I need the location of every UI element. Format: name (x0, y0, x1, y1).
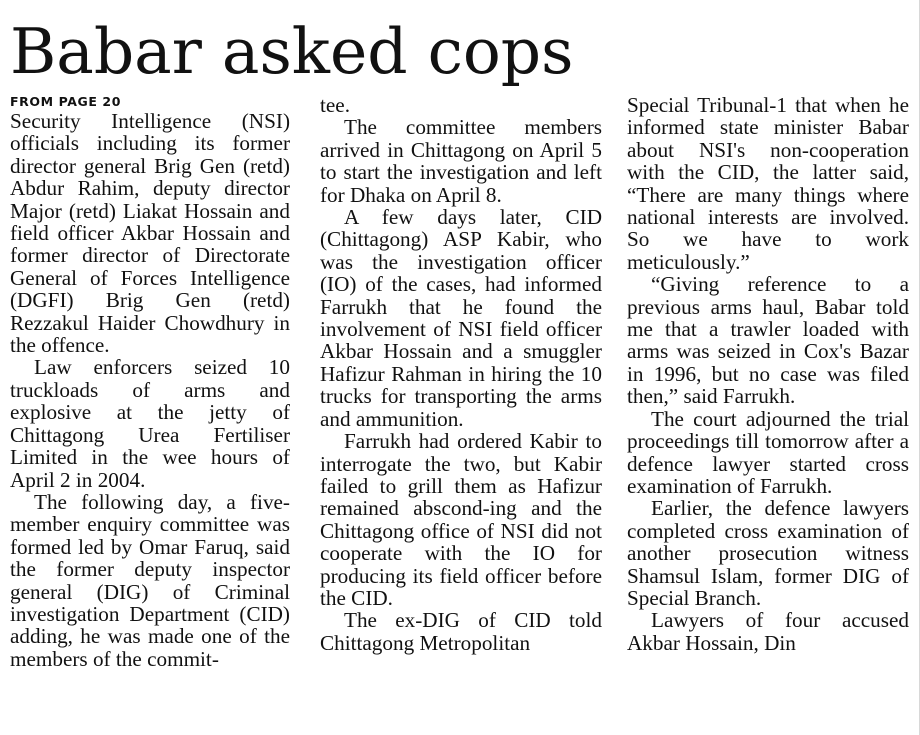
paragraph: tee. (320, 94, 350, 117)
paragraph: Earlier, the defence lawyers completed cross examination of another prosecution witness Shamsul Islam, former DIG of Special Branch. (627, 496, 909, 610)
paragraph: Security Intelligence (NSI) officials including its former director general Brig Gen (retd) Abdur Rahim, deputy director Major (retd) Liakat Hossain and field officer Akbar Hossain and former director of Directorate General of Forces Intelligence (DGFI) Brig Gen (retd) Rezzakul Haider Chowdhury in the offence. (10, 109, 290, 358)
paragraph: The ex-DIG of CID told Chittagong Metropolitan (320, 608, 602, 655)
paragraph: The following day, a five-member enquiry committee was formed led by Omar Faruq, said the former deputy inspector general (DIG) of Criminal investigation Department (CID) adding, he was made one of the members of the commit- (10, 489, 290, 671)
headline: Babar asked cops (10, 15, 574, 88)
paragraph: Lawyers of four accused Akbar Hossain, Din (627, 608, 909, 655)
paragraph: The committee members arrived in Chittagong on April 5 to start the investigation and left for Dhaka on April 8. (320, 115, 602, 207)
paragraph: Law enforcers seized 10 truckloads of arms and explosive at the jetty of Chittagong Urea Fertiliser Limited in the wee hours of April 2 in 2004. (10, 355, 290, 492)
article-column-3 (627, 94, 909, 730)
article-column-2 (320, 94, 602, 730)
paragraph: “Giving reference to a previous arms haul, Babar told me that a trawler loaded with arms was seized in Cox's Bazar in 1996, but no case was filed then,” said Farrukh. (627, 272, 909, 409)
paragraph: Farrukh had ordered Kabir to interrogate the two, but Kabir failed to grill them as Hafizur remained abscond-ing and the Chittagong office of NSI did not cooperate with the IO for producing its field officer before the CID. (320, 429, 602, 610)
dateline: FROM PAGE 20 (10, 94, 122, 109)
paragraph: Special Tribunal-1 that when he informed state minister Babar about NSI's non-cooperation with the CID, the latter said, “There are many things where national interests are involved. So we have to work meticulously.” (627, 94, 909, 274)
paragraph: A few days later, CID (Chittagong) ASP Kabir, who was the investigation officer (IO) of the cases, had informed Farrukh that he found the involvement of NSI field officer Akbar Hossain and a smuggler Hafizur Rahman in hiring the 10 trucks for transporting the arms and ammunition. (320, 205, 602, 431)
article-column-1 (10, 94, 290, 730)
paragraph: The court adjourned the trial proceedings till tomorrow after a defence lawyer started cross examination of Farrukh. (627, 406, 909, 498)
